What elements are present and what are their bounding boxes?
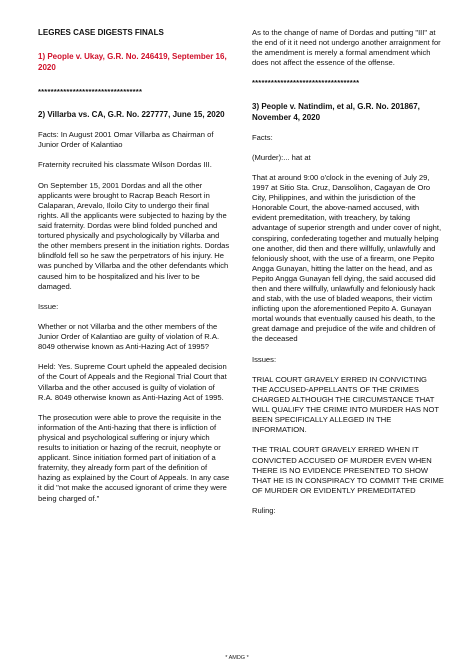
case3-issues — [252, 375, 444, 496]
case2-prosecution: The prosecution were able to prove the requisite in the information of the Anti-hazing that there is infliction of physical and psychological suffering or injury which results to initiation or hazing of the recruit, neophyte or applicant. Since initiation formed part of initiation of a fraternity, they already form part of the definition of hazing as explained by the Court of Appeals. In any case it did "not make the accused ignorant of crime they were being charged of." — [38, 412, 230, 503]
case2-facts: Facts: In August 2001 Omar Villarba as Chairman of Junior Order of Kalantiao — [38, 130, 214, 150]
document-title: LEGRES CASE DIGESTS FINALS — [38, 28, 164, 37]
case3-heading: 3) People v. Natindim, et al, G.R. No. 201867, November 4, 2020 — [252, 101, 420, 122]
case2-issue-label: Issue: — [38, 301, 59, 311]
case3-facts-body: That at around 9:00 o'clock in the evening of July 29, 1997 at Sitio Sta. Cruz, Dansolihon, Cagayan de Oro City, Philippines, and within the jurisdiction of the Honorable Court, the above-named accused, with evident premeditation, with treachery, by taking advantage of superior strength and under cover of night, conspiring, confederating together and mutually helping one another, did then and there willfully, unlawfully and feloniously shoot, with the use of a firearm, one Pepito Angga Gunayan, hitting the latter on the head, and as Pepito Angga Gunayan fell dying, the said accused did then and there willfully, unlawfully and feloniously hack and stab, with the use of bladed weapons, their victim inflicting upon the aforementioned Pepito A. Gunayan mortal wounds that eventually caused his death, to the great damage and prejudice of the wife and children of the deceased — [252, 172, 442, 344]
case2-narrative: On September 15, 2001 Dordas and all the other applicants were brought to Racrap Beach Resort in Calaparan, Arevalo, Iloilo City to undergo their final rights. All the applicants were subjected to hazing by the said fraternity. Dordas were blind folded punched and tortured physically and psychologically by Villarba and the other members present in the initiation rights. Dordas blindfold fell so he saw the perpetrators of his injury. He was punched by Villarba and the other defendants which caused him to be hospitalized and his liver to be damaged. — [38, 180, 230, 291]
left-column — [38, 28, 230, 514]
case2-heading: 2) Villarba vs. CA, G.R. No. 227777, June 15, 2020 — [38, 110, 225, 120]
case2-issue: Whether or not Villarba and the other members of the Junior Order of Kalantiao are guilty of violation of R.A. 8049 otherwise known as Anti-Hazing Act of 1995? — [38, 321, 220, 352]
case3-issue-2: THE TRIAL COURT GRAVELY ERRED WHEN IT CONVICTED ACCUSED OF MURDER EVEN WHEN THERE IS NO EVIDENCE PRESENTED TO SHOW THAT HE IS IN CONSPIRACY TO COMMIT THE CRIME OF MURDER OR EVIDENTLY PREMEDITATED — [252, 445, 444, 495]
case3-issues-label: Issues: — [252, 354, 277, 364]
case3-issue-1: TRIAL COURT GRAVELY ERRED IN CONVICTING THE ACCUSED-APPELLANTS OF THE CRIMES CHARGED ALTHOUGH THE CIRCUMSTANCE THAT WILL QUALIFY THE CRIME INTO MURDER HAS NOT BEEN SPECIFICALLY ALLEGED IN THE INFORMATION. — [252, 374, 439, 435]
case1-heading: 1) People v. Ukay, G.R. No. 246419, September 16, 2020 — [38, 52, 227, 73]
separator-stars: ********************************* — [38, 87, 143, 97]
case2-held: Held: Yes. Supreme Court upheld the appealed decision of the Court of Appeals and the Regional Trial Court that Villarba and the other accused is guilty of violation of R.A. 8049 otherwise known as Anti-Hazing Act of 1995. — [38, 362, 227, 402]
separator-stars-2: ********************************** — [252, 78, 360, 88]
case3-murder-label: (Murder):... hat at — [252, 152, 311, 162]
case3-ruling-label: Ruling: — [252, 506, 276, 516]
case2-amendment-note: As to the change of name of Dordas and putting "III" at the end of it it need not undergo another arraignment for the amendment is merely a formal amendment which does not affect the essence of the offense. — [252, 28, 441, 68]
page-footer: * AMDG * — [225, 655, 249, 661]
case2-recruit: Fraternity recruited his classmate Wilson Dordas III. — [38, 160, 212, 170]
case3-facts-label: Facts: — [252, 132, 273, 142]
right-column — [252, 28, 444, 526]
